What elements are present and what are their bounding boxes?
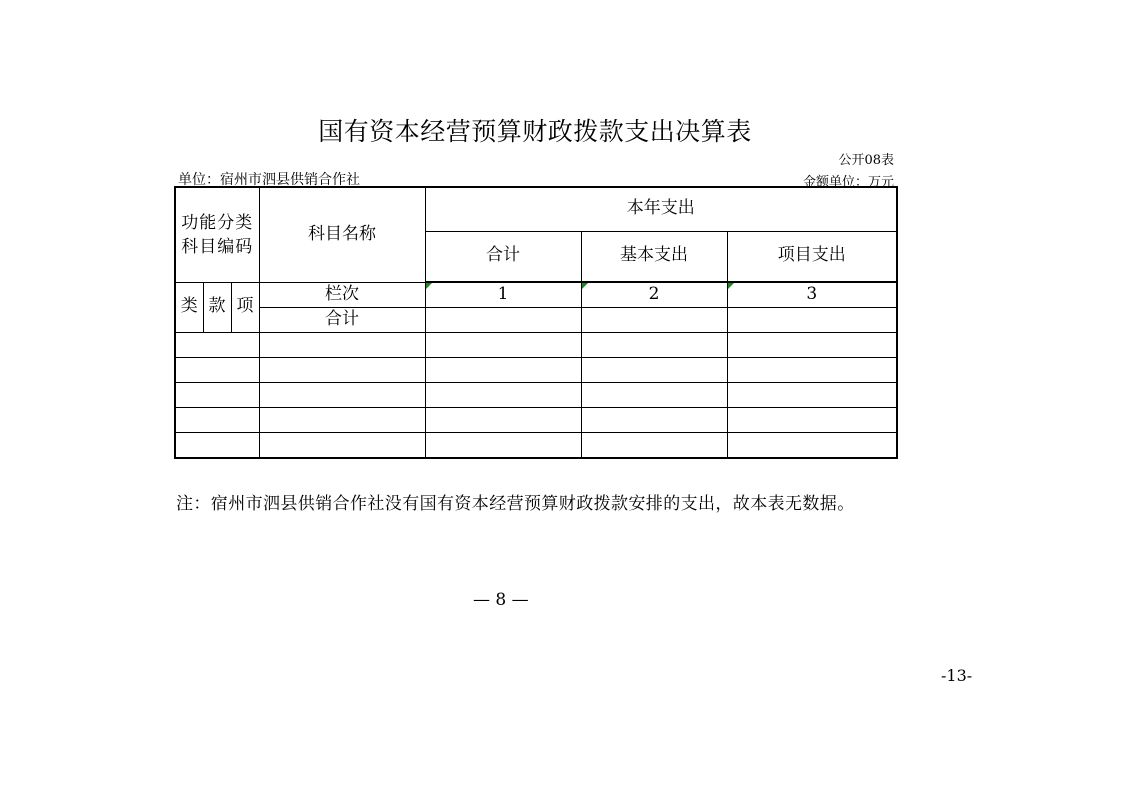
column-index-3-value: 3 [806, 283, 818, 304]
table-cell [259, 382, 425, 407]
header-total: 合计 [425, 231, 581, 282]
table-row [175, 432, 897, 458]
table-cell [581, 382, 727, 407]
column-index-2 [581, 282, 727, 307]
table-cell [581, 432, 727, 458]
header-project: 项目支出 [727, 231, 897, 282]
amount-unit-label: 金额单位：万元 [802, 175, 894, 190]
table-cell [259, 407, 425, 432]
table-cell [175, 407, 259, 432]
header-basic: 基本支出 [581, 231, 727, 282]
page-title: 国有资本经营预算财政拨款支出决算表 [318, 117, 752, 146]
table-cell [581, 357, 727, 382]
column-index-label: 栏次 [259, 282, 425, 307]
page-number: — 8 — [473, 590, 529, 610]
table-cell [425, 332, 581, 357]
table-row [175, 357, 897, 382]
table-cell [425, 357, 581, 382]
table-cell [259, 332, 425, 357]
sub-header-kuan: 款 [203, 282, 231, 332]
sub-header-lei: 类 [175, 282, 203, 332]
budget-table [174, 186, 898, 459]
table-cell [175, 432, 259, 458]
total-row-label: 合计 [259, 307, 425, 332]
table-cell [175, 357, 259, 382]
footnote: 注：宿州市泗县供销合作社没有国有资本经营预算财政拨款安排的支出，故本表无数据。 [176, 494, 855, 514]
table-cell [425, 382, 581, 407]
table-cell [259, 357, 425, 382]
table-cell [727, 432, 897, 458]
unit-label: 单位：宿州市泗县供销合作社 [178, 172, 360, 188]
form-code: 公开08表 [838, 153, 894, 168]
table-cell [425, 407, 581, 432]
table-cell [727, 407, 897, 432]
cell-marker [582, 283, 588, 289]
header-function-code-label: 功能分类科目编码 [181, 212, 254, 257]
table-cell [581, 407, 727, 432]
table-cell [425, 432, 581, 458]
table-row [175, 407, 897, 432]
table-cell [727, 332, 897, 357]
table-cell [727, 382, 897, 407]
header-subject-name: 科目名称 [259, 187, 425, 282]
table-cell [175, 382, 259, 407]
total-row-cell [425, 307, 581, 332]
table-cell [727, 357, 897, 382]
header-current-year: 本年支出 [425, 187, 897, 231]
column-index-1 [425, 282, 581, 307]
column-index-1-value: 1 [497, 283, 509, 304]
sub-header-xiang: 项 [231, 282, 259, 332]
table-cell [175, 332, 259, 357]
header-function-code [175, 187, 259, 282]
table-row [175, 382, 897, 407]
table-cell [581, 332, 727, 357]
column-index-2-value: 2 [648, 283, 660, 304]
total-row-cell [727, 307, 897, 332]
table-cell [259, 432, 425, 458]
column-index-3 [727, 282, 897, 307]
table-row [175, 332, 897, 357]
cell-marker [728, 283, 734, 289]
total-row-cell [581, 307, 727, 332]
cell-marker [426, 283, 432, 289]
page-number-secondary: -13- [941, 666, 973, 685]
